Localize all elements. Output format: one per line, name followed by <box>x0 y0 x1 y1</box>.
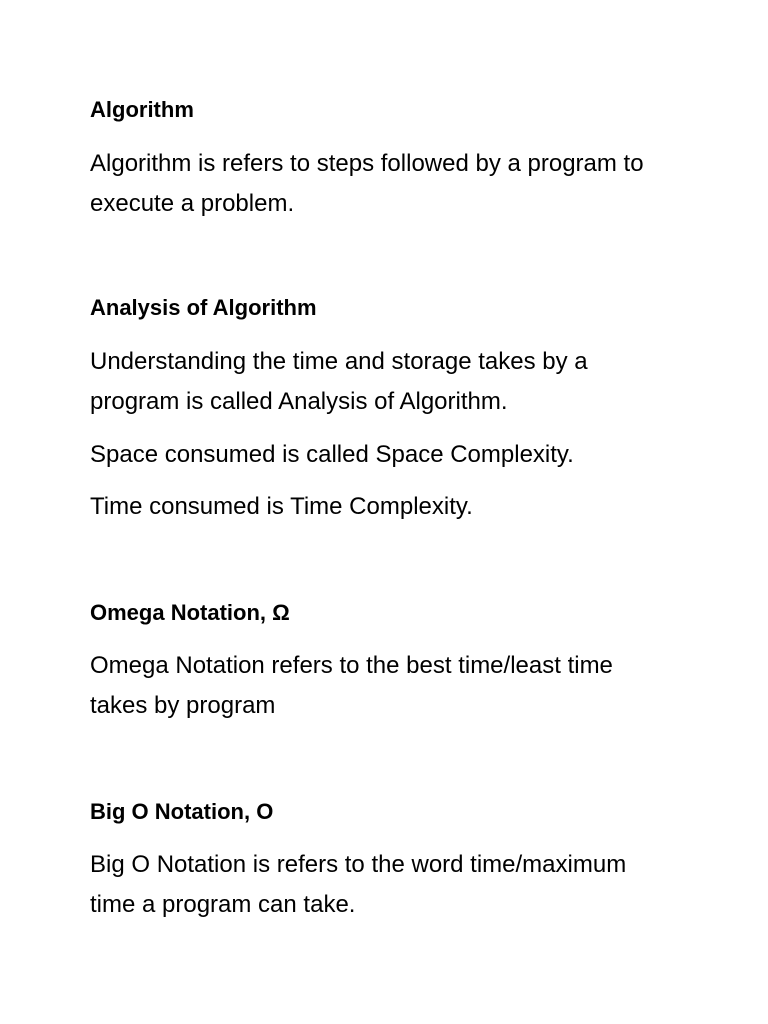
paragraph-line: program is called Analysis of Algorithm. <box>90 388 508 415</box>
section-heading-omega: Omega Notation, Ω <box>90 600 290 625</box>
paragraph-line: Algorithm is refers to steps followed by a program to <box>90 150 644 177</box>
paragraph-line: Big O Notation is refers to the word time/maximum <box>90 851 627 878</box>
paragraph-algorithm-definition <box>90 144 710 224</box>
paragraph-big-o-definition <box>90 845 710 925</box>
paragraph-line: execute a problem. <box>90 190 295 217</box>
paragraph-line: takes by program <box>90 692 276 719</box>
paragraph-line: Time consumed is Time Complexity. <box>90 493 473 520</box>
paragraph-space-complexity <box>90 435 710 475</box>
paragraph-line: Omega Notation refers to the best time/least time <box>90 652 613 679</box>
paragraph-time-complexity <box>90 487 710 527</box>
section-heading-big-o: Big O Notation, O <box>90 799 274 824</box>
paragraph-omega-definition <box>90 646 710 726</box>
paragraph-analysis-definition <box>90 342 710 422</box>
paragraph-line: Understanding the time and storage takes by a <box>90 348 588 375</box>
paragraph-line: Space consumed is called Space Complexity. <box>90 441 574 468</box>
paragraph-line: time a program can take. <box>90 891 356 918</box>
section-heading-analysis: Analysis of Algorithm <box>90 295 317 320</box>
section-heading-algorithm: Algorithm <box>90 97 194 122</box>
